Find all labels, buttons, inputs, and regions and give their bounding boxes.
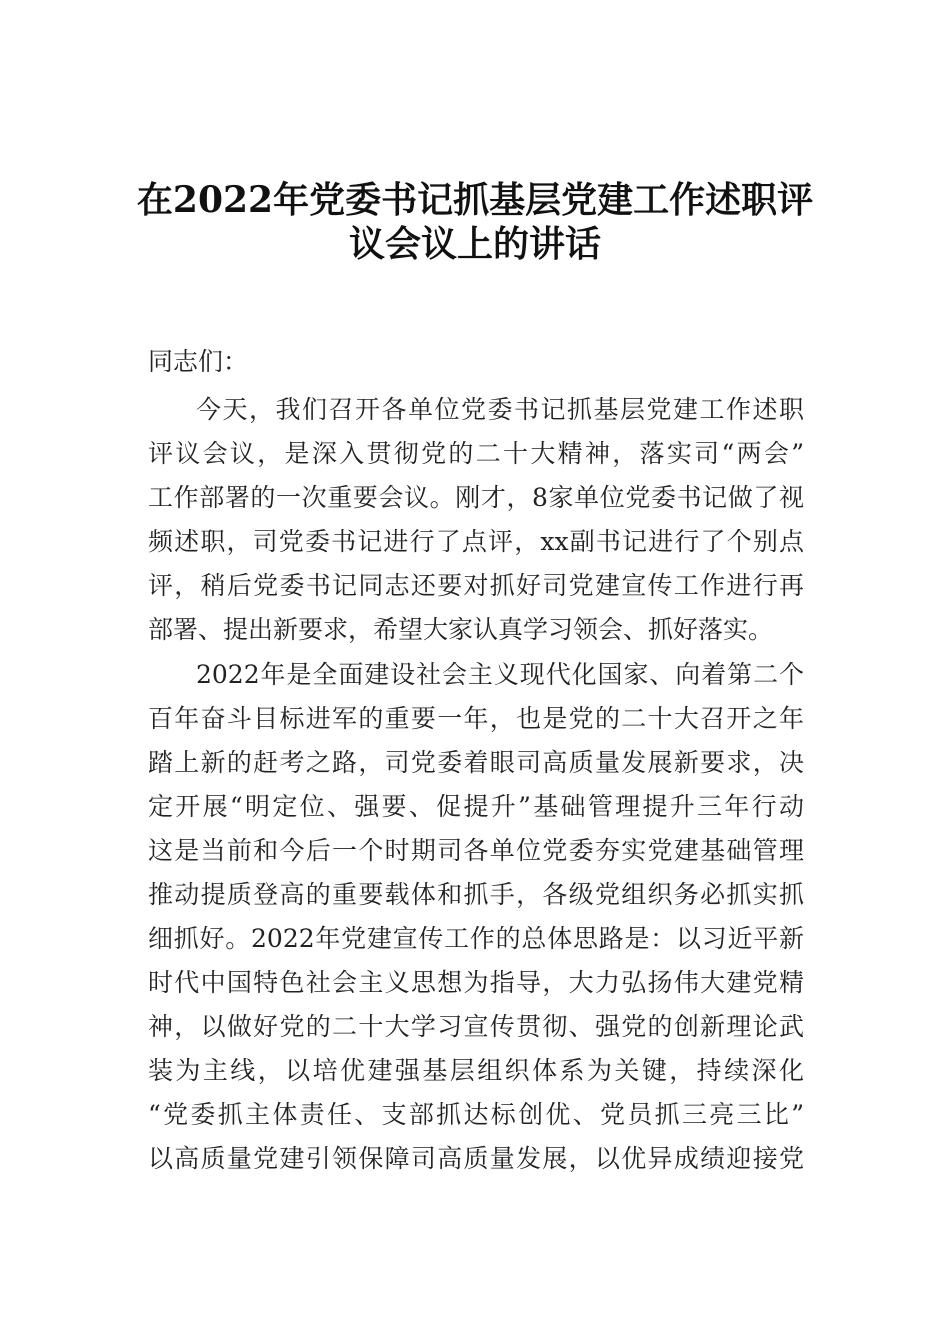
paragraph-2-line: 以高质量党建引领保障司高质量发展，以优异成绩迎接党 [148,1144,804,1173]
paragraph-1-line: 部署、提出新要求，希望大家认真学习领会、抓好落实。 [148,615,774,644]
paragraph-2-line: 2022年是全面建设社会主义现代化国家、向着第二个 [196,660,804,689]
paragraph-2-line: 时代中国特色社会主义思想为指导，大力弘扬伟大建党精 [148,968,804,997]
salutation: 同志们： [148,347,249,376]
paragraph-2-line: 百年奋斗目标进军的重要一年，也是党的二十大召开之年 [148,704,804,733]
paragraph-1-line: 评，稍后党委书记同志还要对抓好司党建宣传工作进行再 [148,571,804,600]
paragraph-1-line: 今天，我们召开各单位党委书记抓基层党建工作述职 [196,395,804,424]
paragraph-1-line: 工作部署的一次重要会议。刚才，8家单位党委书记做了视 [148,483,804,512]
paragraph-2-line: 这是当前和今后一个时期司各单位党委夯实党建基础管理 [148,836,804,865]
paragraph-2-line: 推动提质登高的重要载体和抓手，各级党组织务必抓实抓 [148,880,804,909]
document-title-line-2: 议会议上的讲话 [348,223,601,265]
paragraph-2-line: 神，以做好党的二十大学习宣传贯彻、强党的创新理论武 [148,1012,804,1041]
paragraph-2-line: 踏上新的赶考之路，司党委着眼司高质量发展新要求，决 [148,748,804,777]
document-title-line-1: 在2022年党委书记抓基层党建工作述职评 [136,179,814,221]
paragraph-2-line: 细抓好。2022年党建宣传工作的总体思路是：以习近平新 [148,924,804,953]
paragraph-2-line: “党委抓主体责任、支部抓达标创优、党员抓三亮三比” [148,1100,804,1129]
paragraph-2-line: 装为主线，以培优建强基层组织体系为关键，持续深化 [148,1056,804,1085]
paragraph-1-line: 频述职，司党委书记进行了点评，xx副书记进行了个别点 [148,527,804,556]
paragraph-2-line: 定开展“明定位、强要、促提升”基础管理提升三年行动 [148,792,804,821]
paragraph-1-line: 评议会议，是深入贯彻党的二十大精神，落实司“两会” [148,439,804,468]
